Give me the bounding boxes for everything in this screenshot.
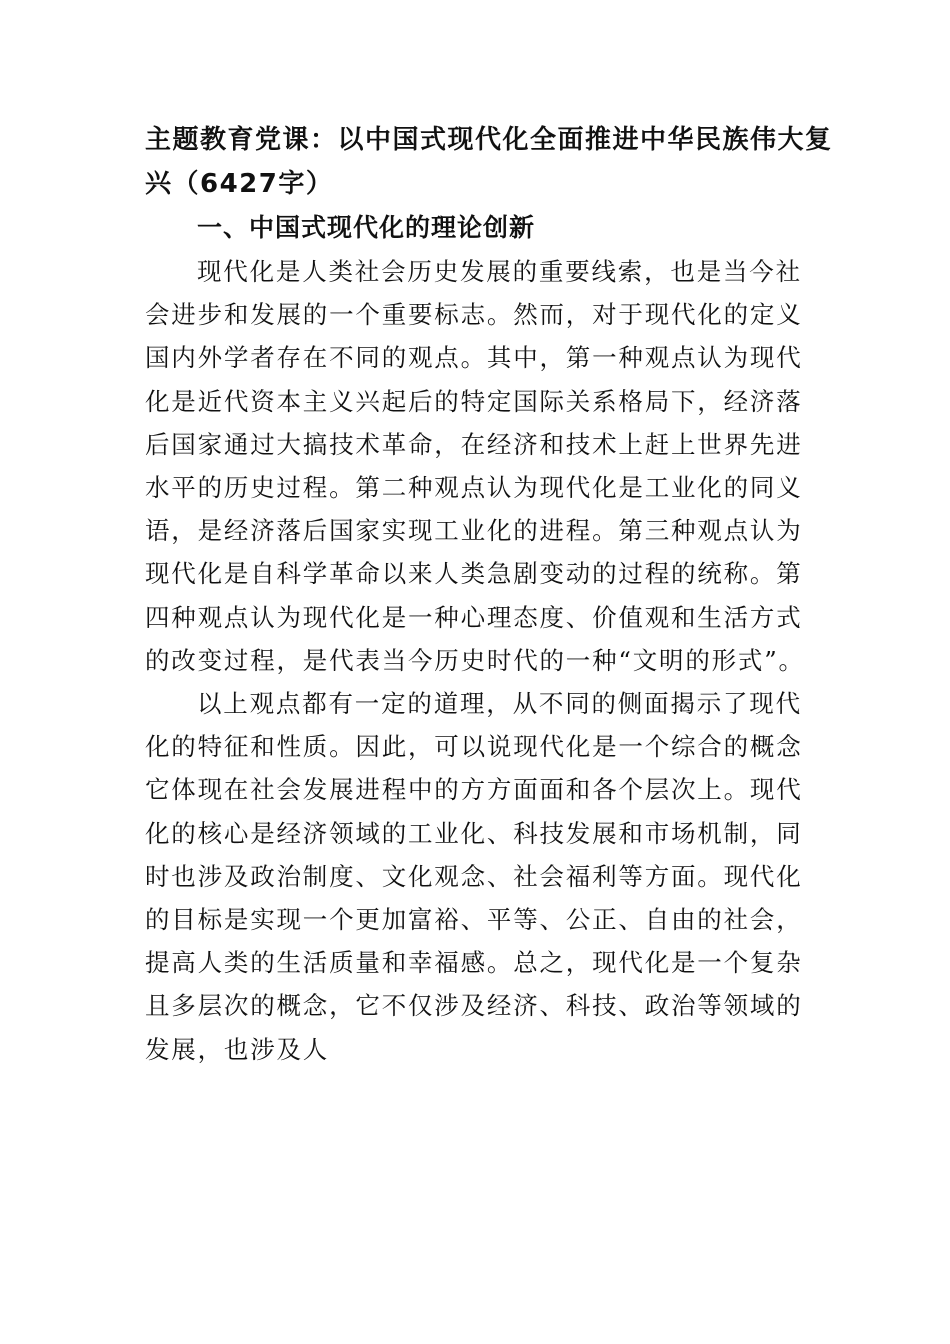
paragraph-line: 的目标是实现一个更加富裕、平等、公正、自由的社会， bbox=[145, 905, 803, 935]
title-line: 兴（6427字） bbox=[145, 169, 334, 199]
paragraph-line: 四种观点认为现代化是一种心理态度、价值观和生活方式 bbox=[145, 602, 803, 632]
paragraph-line: 后国家通过大搞技术革命，在经济和技术上赶上世界先进 bbox=[145, 429, 803, 459]
paragraph-line: 发展，也涉及人 bbox=[145, 1034, 330, 1064]
document-body bbox=[145, 118, 833, 1071]
paragraph-line: 化的核心是经济领域的工业化、科技发展和市场机制，同 bbox=[145, 818, 803, 848]
paragraph-1 bbox=[145, 250, 809, 682]
section-heading: 一、中国式现代化的理论创新 bbox=[197, 213, 536, 242]
paragraph-line: 化是近代资本主义兴起后的特定国际关系格局下，经济落 bbox=[145, 386, 803, 416]
paragraph-line: 现代化是人类社会历史发展的重要线索，也是当今社 bbox=[197, 257, 802, 286]
paragraph-line: 语，是经济落后国家实现工业化的进程。第三种观点认为 bbox=[145, 516, 803, 546]
paragraph-line: 现代化是自科学革命以来人类急剧变动的过程的统称。第 bbox=[145, 559, 803, 589]
document-title bbox=[145, 118, 833, 206]
paragraph-line: 水平的历史过程。第二种观点认为现代化是工业化的同义 bbox=[145, 473, 803, 503]
paragraph-line: 化的特征和性质。因此，可以说现代化是一个综合的概念 bbox=[145, 732, 803, 762]
paragraph-line: 以上观点都有一定的道理，从不同的侧面揭示了现代 bbox=[197, 689, 802, 719]
paragraph-2 bbox=[145, 682, 809, 1071]
paragraph-line: 提高人类的生活质量和幸福感。总之，现代化是一个复杂 bbox=[145, 948, 803, 978]
paragraph-line: 国内外学者存在不同的观点。其中，第一种观点认为现代 bbox=[145, 343, 803, 373]
paragraph-line: 且多层次的概念，它不仅涉及经济、科技、政治等领域的 bbox=[145, 991, 803, 1021]
paragraph-line: 的改变过程，是代表当今历史时代的一种“文明的形式”。 bbox=[145, 645, 805, 675]
paragraph-line: 它体现在社会发展进程中的方方面面和各个层次上。现代 bbox=[145, 775, 803, 805]
paragraph-line: 会进步和发展的一个重要标志。然而，对于现代化的定义 bbox=[145, 300, 803, 330]
paragraph-line: 时也涉及政治制度、文化观念、社会福利等方面。现代化 bbox=[145, 861, 803, 891]
title-line: 主题教育党课：以中国式现代化全面推进中华民族伟大复 bbox=[145, 125, 833, 155]
